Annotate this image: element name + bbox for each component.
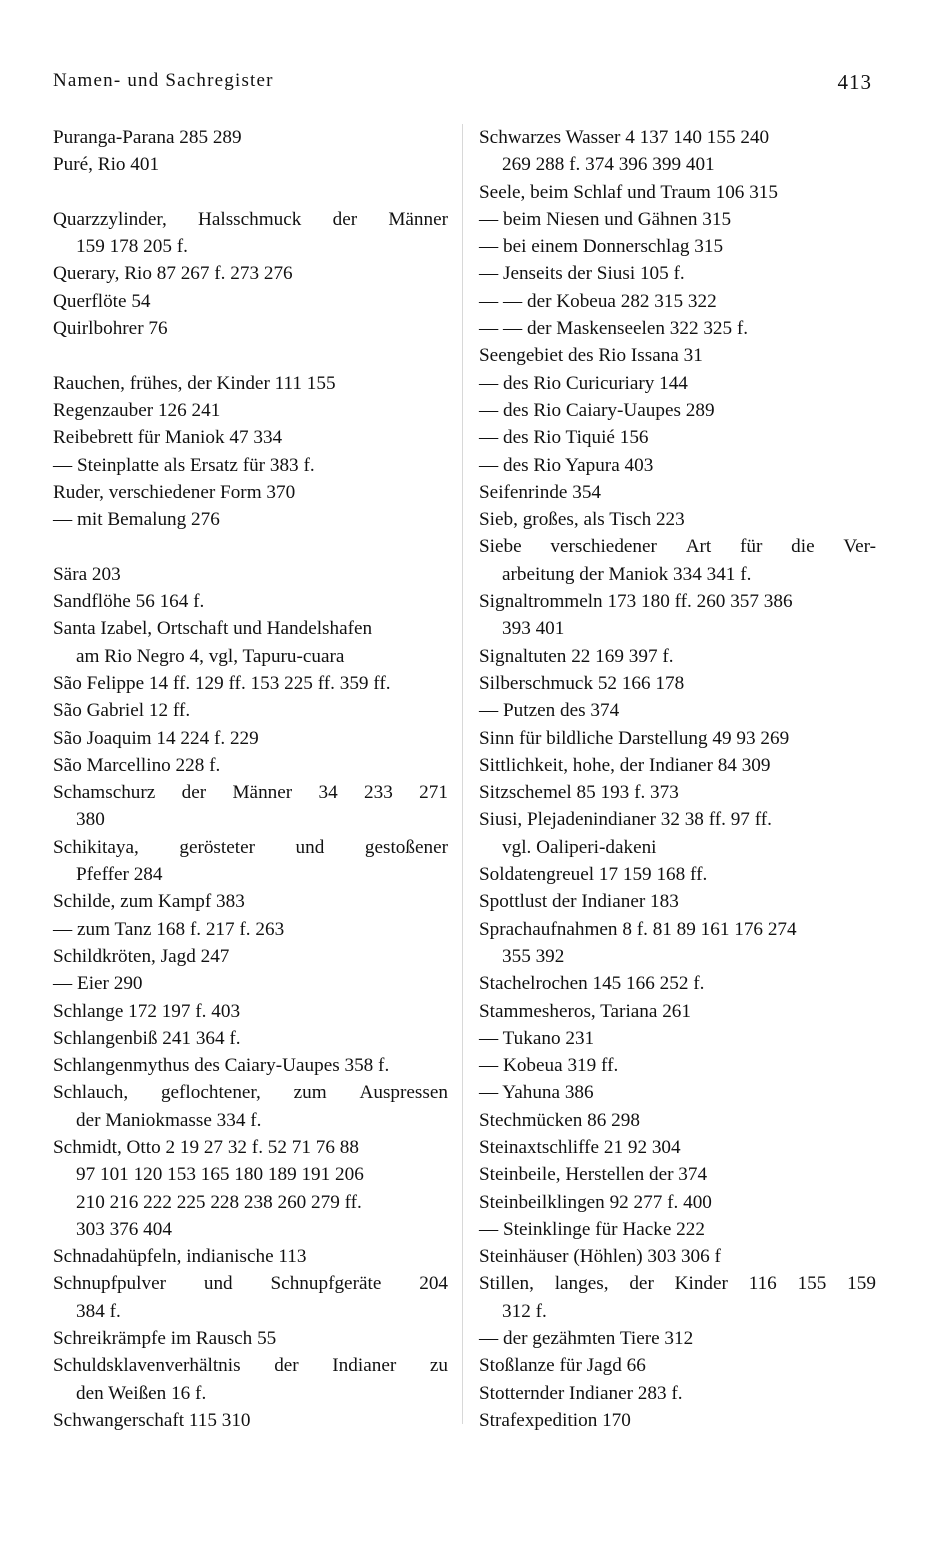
index-entry: Schuldsklavenverhältnis der Indianer zu: [53, 1355, 448, 1377]
spacer: [53, 342, 448, 369]
index-entry: Stotternder Indianer 283 f.: [479, 1382, 683, 1404]
index-entry: Soldatengreuel 17 159 168 ff.: [479, 864, 708, 886]
page-number: 413: [837, 70, 872, 94]
index-entry: Schwangerschaft 115 310: [53, 1409, 251, 1431]
index-entry: Seele, beim Schlaf und Traum 106 315: [479, 181, 778, 203]
index-entry: Pfeffer 284: [76, 864, 163, 886]
index-entry: 159 178 205 f.: [76, 236, 188, 258]
index-entry: 269 288 f. 374 396 399 401: [502, 154, 715, 176]
index-entry: Steinbeile, Herstellen der 374: [479, 1164, 708, 1186]
index-entry: — Putzen des 374: [479, 700, 620, 722]
index-entry: Stammesheros, Tariana 261: [479, 1000, 691, 1022]
index-entry: Sinn für bildliche Darstellung 49 93 269: [479, 727, 790, 749]
index-entry: Stachelrochen 145 166 252 f.: [479, 973, 705, 995]
index-entry: Rauchen, frühes, der Kinder 111 155: [53, 372, 336, 394]
index-entry: Quarzzylinder, Halsschmuck der Männer: [53, 208, 448, 230]
index-entry: Schilde, zum Kampf 383: [53, 891, 245, 913]
index-entry: der Maniokmasse 334 f.: [76, 1109, 262, 1131]
index-entry: Steinaxtschliffe 21 92 304: [479, 1136, 681, 1158]
index-entry: — — der Kobeua 282 315 322: [479, 290, 717, 312]
index-entry: Silberschmuck 52 166 178: [479, 672, 685, 694]
index-entry: Schlangenmythus des Caiary-Uaupes 358 f.: [53, 1055, 390, 1077]
index-entry: — des Rio Caiary-Uaupes 289: [479, 399, 715, 421]
index-entry: Seengebiet des Rio Issana 31: [479, 345, 703, 367]
index-entry: 210 216 222 225 228 238 260 279 ff.: [76, 1191, 362, 1213]
index-entry: Querflöte 54: [53, 290, 151, 312]
index-entry: vgl. Oaliperi-dakeni: [502, 836, 657, 858]
index-entry: 384 f.: [76, 1300, 121, 1322]
index-entry: 97 101 120 153 165 180 189 191 206: [76, 1164, 364, 1186]
index-entry: Schwarzes Wasser 4 137 140 155 240: [479, 127, 770, 148]
index-entry: — bei einem Donnerschlag 315: [479, 236, 724, 258]
index-entry: — zum Tanz 168 f. 217 f. 263: [53, 918, 285, 940]
index-entry: Signaltuten 22 169 397 f.: [479, 645, 674, 667]
index-entry: — Kobeua 319 ff.: [479, 1055, 619, 1077]
index-entry: Schamschurz der Männer 34 233 271: [53, 782, 448, 804]
index-entry: Sitzschemel 85 193 f. 373: [479, 782, 679, 804]
index-entry: São Joaquim 14 224 f. 229: [53, 727, 259, 749]
index-entry: — mit Bemalung 276: [53, 509, 220, 531]
index-entry: Schlangenbiß 241 364 f.: [53, 1027, 241, 1049]
index-entry: 393 401: [502, 618, 565, 640]
index-entry: São Marcellino 228 f.: [53, 754, 221, 776]
index-entry: Sandflöhe 56 164 f.: [53, 591, 205, 613]
index-entry: Stillen, langes, der Kinder 116 155 159: [479, 1273, 876, 1295]
index-entry: Schlange 172 197 f. 403: [53, 1000, 241, 1022]
index-entry: 312 f.: [502, 1300, 547, 1322]
index-entry: arbeitung der Maniok 334 341 f.: [502, 563, 752, 585]
index-entry: Querary, Rio 87 267 f. 273 276: [53, 263, 293, 285]
index-entry: Schikitaya, gerösteter und gestoßener: [53, 836, 448, 858]
index-entry: Siebe verschiedener Art für die Ver-: [479, 536, 876, 558]
index-entry: Stoßlanze für Jagd 66: [479, 1355, 646, 1377]
index-entry: Schildkröten, Jagd 247: [53, 945, 230, 967]
index-entry: Strafexpedition 170: [479, 1409, 631, 1431]
index-entry: Schlauch, geflochtener, zum Auspressen: [53, 1082, 448, 1104]
index-entry: Seifenrinde 354: [479, 481, 602, 503]
index-entry: den Weißen 16 f.: [76, 1382, 207, 1404]
spacer: [53, 533, 448, 560]
index-column-right: [479, 124, 876, 1434]
index-entry: — Tukano 231: [479, 1027, 595, 1049]
index-entry: 303 376 404: [76, 1218, 172, 1240]
index-entry: Sprachaufnahmen 8 f. 81 89 161 176 274: [479, 918, 797, 940]
index-entry: Reibebrett für Maniok 47 334: [53, 427, 283, 449]
index-entry: — Steinplatte als Ersatz für 383 f.: [53, 454, 315, 476]
index-entry: 380: [76, 809, 105, 831]
index-entry: — — der Maskenseelen 322 325 f.: [479, 318, 749, 340]
index-entry: Schmidt, Otto 2 19 27 32 f. 52 71 76 88: [53, 1136, 359, 1158]
index-entry: Steinbeilklingen 92 277 f. 400: [479, 1191, 712, 1213]
index-entry: Schnupfpulver und Schnupfgeräte 204: [53, 1273, 448, 1295]
page-header: [53, 70, 872, 100]
index-entry: Sittlichkeit, hohe, der Indianer 84 309: [479, 754, 771, 776]
index-entry: Puranga-Parana 285 289: [53, 127, 242, 148]
index-entry: am Rio Negro 4, vgl, Tapuru-cuara: [76, 645, 345, 667]
index-entry: 355 392: [502, 945, 565, 967]
index-entry: Steinhäuser (Höhlen) 303 306 f: [479, 1246, 721, 1268]
index-entry: Stechmücken 86 298: [479, 1109, 640, 1131]
index-entry: Puré, Rio 401: [53, 154, 160, 176]
index-entry: Sieb, großes, als Tisch 223: [479, 509, 685, 531]
index-entry: — des Rio Yapura 403: [479, 454, 654, 476]
index-entry: Sära 203: [53, 563, 121, 585]
index-entry: — des Rio Curicuriary 144: [479, 372, 688, 394]
column-divider: [462, 124, 463, 1424]
index-entry: Schnadahüpfeln, indianische 113: [53, 1246, 307, 1268]
index-entry: Quirlbohrer 76: [53, 318, 168, 340]
index-entry: — des Rio Tiquié 156: [479, 427, 649, 449]
index-entry: Signaltrommeln 173 180 ff. 260 357 386: [479, 591, 793, 613]
index-entry: Schreikrämpfe im Rausch 55: [53, 1328, 277, 1350]
index-column-left: [53, 124, 448, 1434]
index-entry: Regenzauber 126 241: [53, 399, 221, 421]
index-entry: — Jenseits der Siusi 105 f.: [479, 263, 685, 285]
index-entry: — Steinklinge für Hacke 222: [479, 1218, 705, 1240]
index-entry: Ruder, verschiedener Form 370: [53, 481, 296, 503]
index-entry: — beim Niesen und Gähnen 315: [479, 208, 732, 230]
spacer: [53, 179, 448, 206]
index-entry: São Gabriel 12 ff.: [53, 700, 191, 722]
index-entry: Santa Izabel, Ortschaft und Handelshafen: [53, 618, 373, 640]
index-entry: São Felippe 14 ff. 129 ff. 153 225 ff. 359 ff.: [53, 672, 391, 694]
index-entry: — der gezähmten Tiere 312: [479, 1328, 694, 1350]
index-entry: — Yahuna 386: [479, 1082, 594, 1104]
index-entry: — Eier 290: [53, 973, 143, 995]
index-entry: Spottlust der Indianer 183: [479, 891, 679, 913]
running-title: Namen- und Sachregister: [53, 70, 274, 91]
index-entry: Siusi, Plejadenindianer 32 38 ff. 97 ff.: [479, 809, 772, 831]
